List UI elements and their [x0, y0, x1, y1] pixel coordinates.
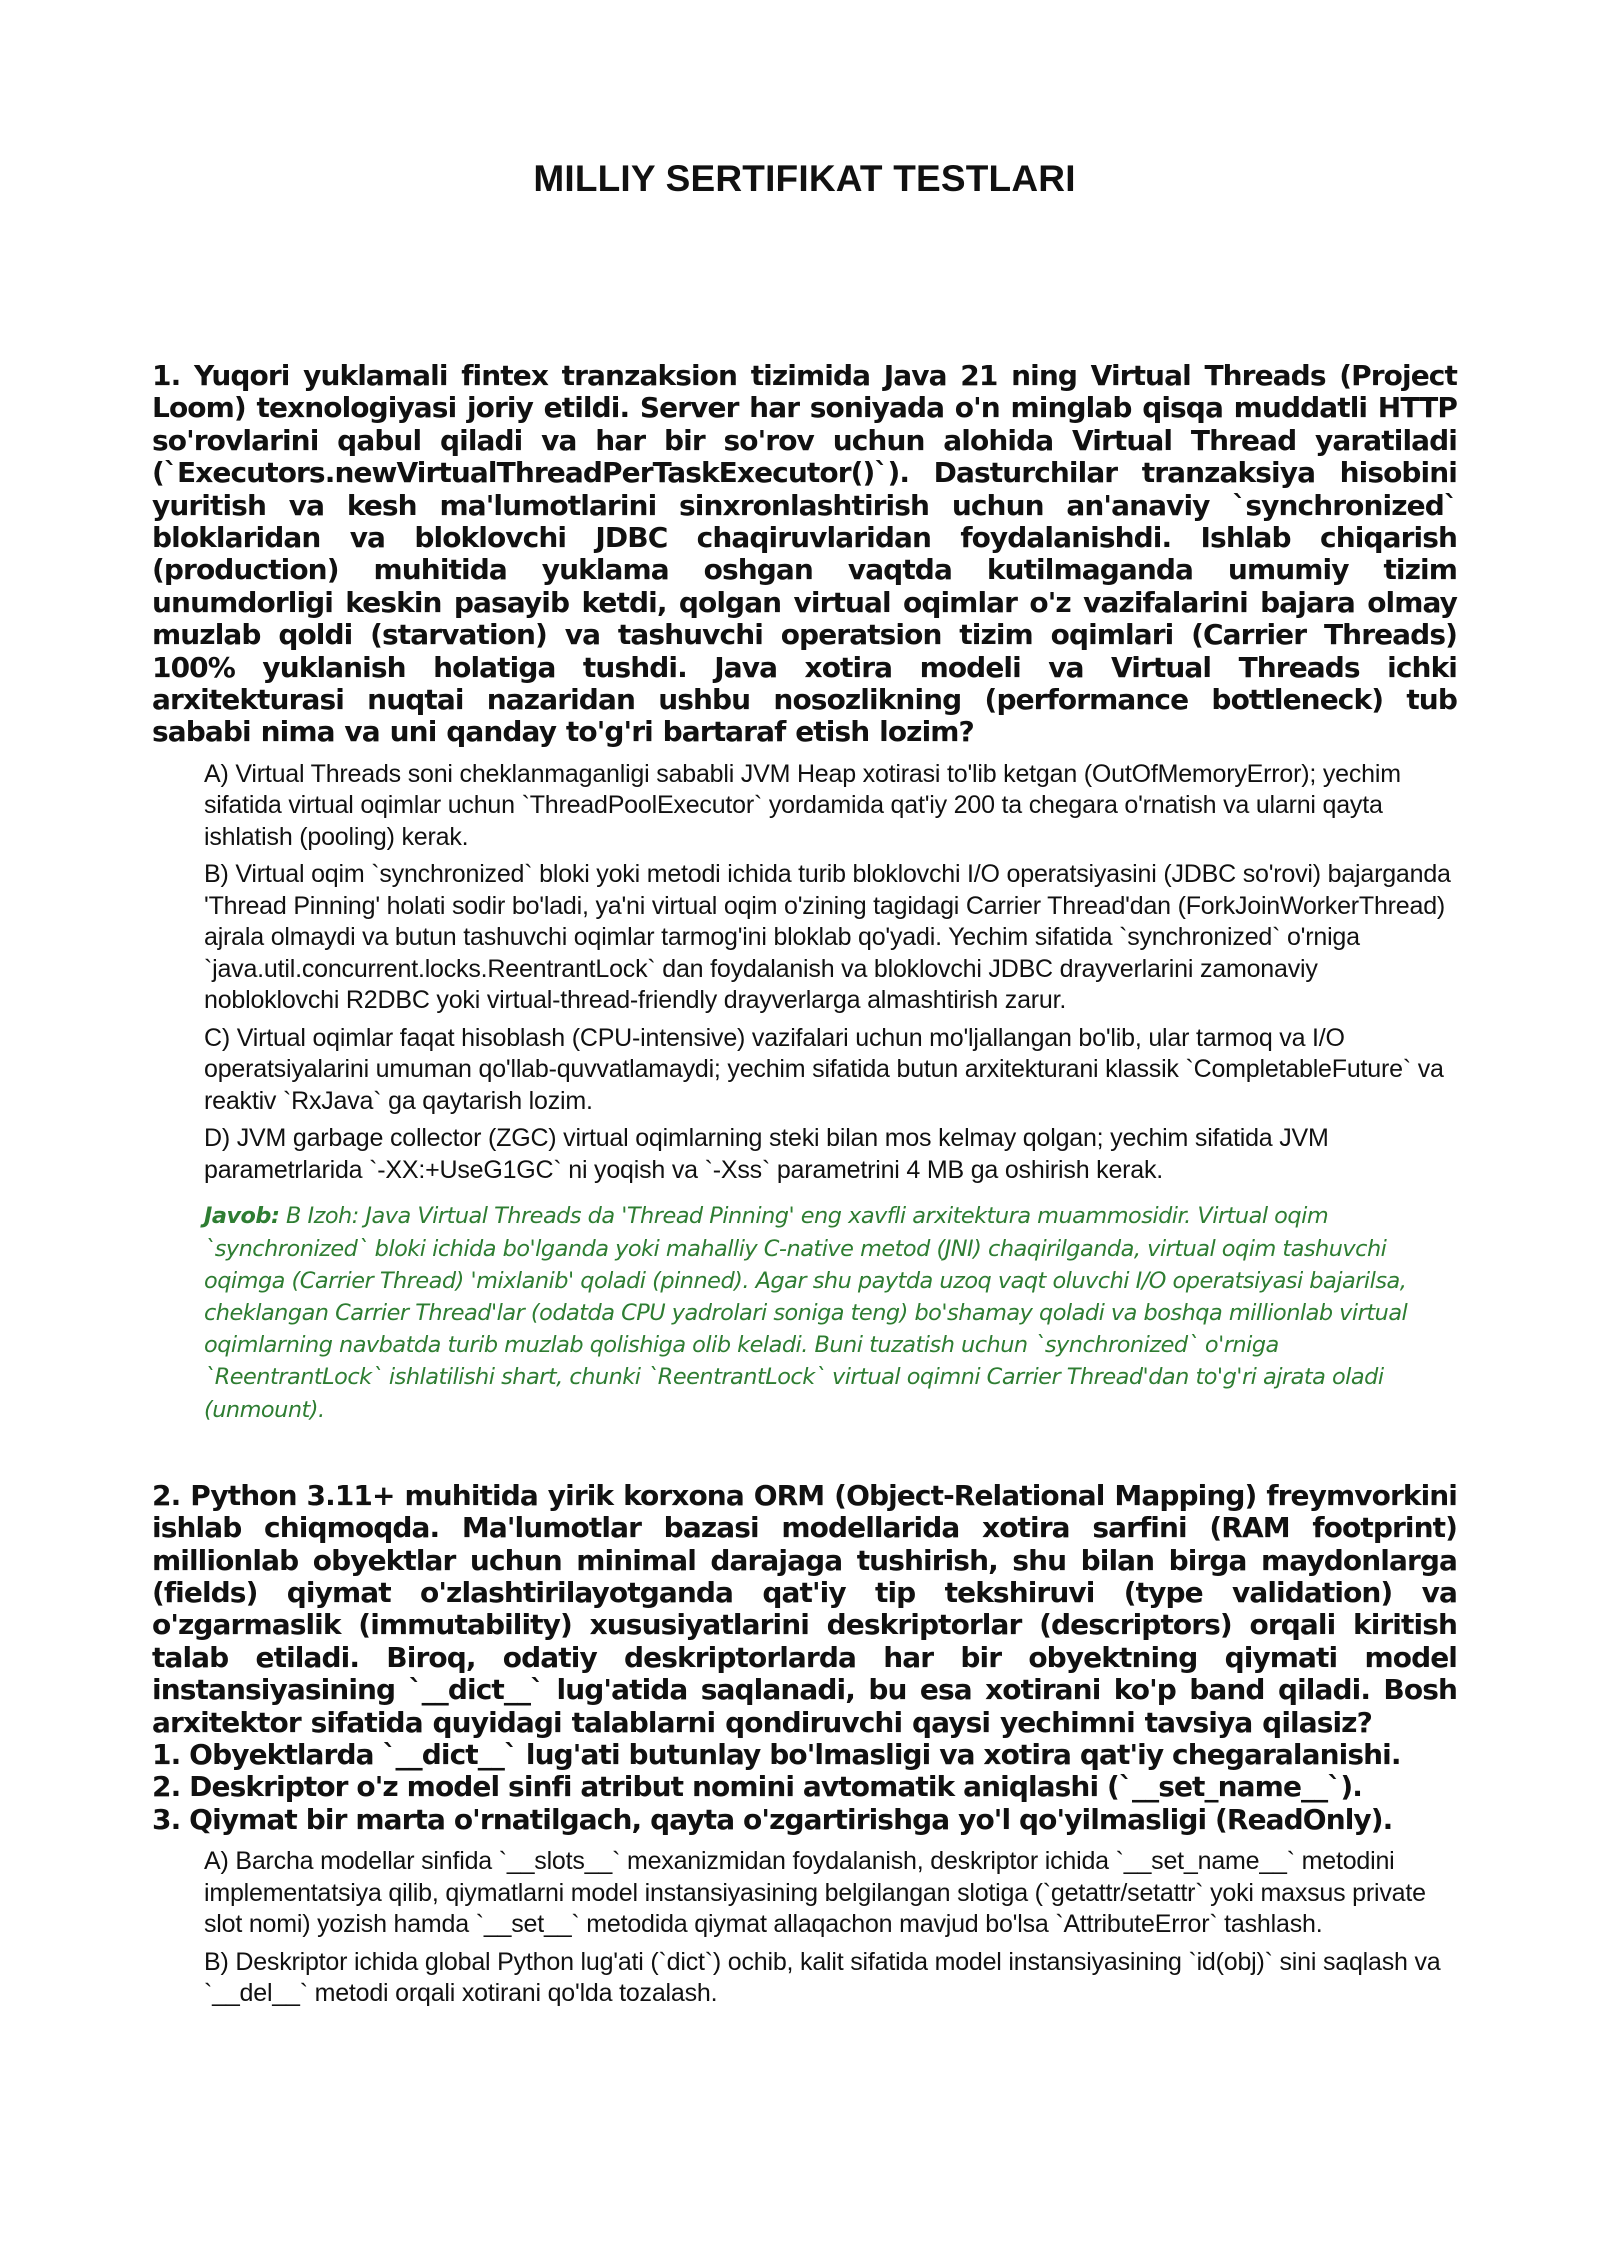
option-a: A) Barcha modellar sinfida `__slots__` mexanizmidan foydalanish, deskriptor ichida `__set_name__` metodini implementatsiya qilib, qiymatlarni model instansiyasining belgilangan slotiga (`getattr/setattr` yoki maxsus private slot nomi) yozish hamda `__set__` metodida qiymat allaqachon mavjud bo'lsa `AttributeError` tashlash. — [204, 1847, 1426, 1939]
option-c: C) Virtual oqimlar faqat hisoblash (CPU-intensive) vazifalari uchun mo'ljallangan bo'lib, ular tarmoq va I/O operatsiyalarini umuman qo'llab-quvvatlamaydi; yechim sifatida butun arxitekturani klassik `CompletableFuture` va reaktiv `RxJava` ga qaytarish lozim. — [204, 1023, 1444, 1115]
answer-explanation — [204, 1200, 1457, 1425]
requirement-item: 2. Deskriptor o'z model sinfi atribut nomini avtomatik aniqlashi (`__set_name__`). — [152, 1770, 1362, 1804]
requirements-list — [152, 1739, 1457, 1836]
question-text: 2. Python 3.11+ muhitida yirik korxona ORM (Object-Relational Mapping) freymvorkini ishlab chiqmoqda. Ma'lumotlar bazasi modellarida xotira sarfini (RAM footprint) millionlab obyektlar uchun minimal darajaga tushirish, shu bilan birga maydonlarga (fields) qiymat o'zlashtirilayotganda qat'iy tip tekshiruvi (type validation) va o'zgarmaslik (immutability) xususiyatlarini deskriptorlar (descriptors) orqali kiritish talab etiladi. Biroq, odatiy deskriptorlarda har bir obyektning qiymati model instansiyasining `__dict__` lug'atida saqlanadi, bu esa xotirani ko'p band qiladi. Bosh arxitektor sifatida quyidagi talablarni qondiruvchi qaysi yechimni tavsiya qilasiz? — [152, 1478, 1457, 1739]
answer-options — [204, 1846, 1457, 2010]
option-d: D) JVM garbage collector (ZGC) virtual oqimlarning steki bilan mos kelmay qolgan; yechim sifatida JVM parametrlarida `-XX:+UseG1GC` ni yoqish va `-Xss` parametrini 4 MB ga oshirish kerak. — [204, 1124, 1329, 1184]
option-a: A) Virtual Threads soni cheklanmaganligi sababli JVM Heap xotirasi to'lib ketgan (OutOfMemoryError); yechim sifatida virtual oqimlar uchun `ThreadPoolExecutor` yordamida qat'iy 200 ta chegara o'rnatish va ularni qayta ishlatish (pooling) kerak. — [204, 759, 1401, 851]
question-1 — [152, 360, 1457, 1426]
question-text: 1. Yuqori yuklamali fintex tranzaksion tizimida Java 21 ning Virtual Threads (Project Loom) texnologiyasi joriy etildi. Server har soniyada o'n minglab qisqa muddatli HTTP so'rovlarini qabul qiladi va har bir so'rov uchun alohida Virtual Thread yaratiladi (`Executors.newVirtualThreadPerTaskExecutor()`). Dasturchilar tranzaksiya hisobini yuritish va kesh ma'lumotlarini sinxronlashtirish uchun an'anaviy `synchronized` bloklaridan va bloklovchi JDBC chaqiruvlaridan foydalanishdi. Ishlab chiqarish (production) muhitida yuklama oshgan vaqtda kutilmaganda umumiy tizim unumdorligi keskin pasayib ketdi, qolgan virtual oqimlar o'z vazifalarini bajara olmay muzlab qoldi (starvation) va tashuvchi operatsion tizim oqimlari (Carrier Threads) 100% yuklanish holatiga tushdi. Java xotira modeli va Virtual Threads ichki arxitekturasi nuqtai nazaridan ushbu nosozlikning (performance bottleneck) tub sababi nima va uni qanday to'g'ri bartaraf etish lozim? — [152, 359, 1457, 749]
question-2 — [152, 1480, 1457, 2010]
answer-label: Javob: — [204, 1203, 280, 1230]
answer-text: B Izoh: Java Virtual Threads da 'Thread Pinning' eng xavfli arxitektura muammosidir. Virtual oqim `synchronized` bloki ichida bo'lganda yoki mahalliy C-native metod (JNI) chaqirilganda, virtual oqim tashuvchi oqimga (Carrier Thread) 'mixlanib' qoladi (pinned). Agar shu paytda uzoq vaqt oluvchi I/O operatsiyasi bajarilsa, cheklangan Carrier Thread'lar (odatda CPU yadrolari soniga teng) bo'shamay qoladi va boshqa millionlab virtual oqimlarning navbatda turib muzlab qolishiga olib keladi. Buni tuzatish uchun `synchronized` o'rniga `ReentrantLock` ishlatilishi shart, chunki `ReentrantLock` virtual oqimni Carrier Thread'dan to'g'ri ajrata oladi (unmount). — [204, 1203, 1408, 1423]
option-b: B) Virtual oqim `synchronized` bloki yoki metodi ichida turib bloklovchi I/O operatsiyasini (JDBC so'rovi) bajarganda 'Thread Pinning' holati sodir bo'ladi, ya'ni virtual oqim o'zining tagidagi Carrier Thread'dan (ForkJoinWorkerThread) ajrala olmaydi va butun tashuvchi oqimlar tarmog'ini bloklab qo'yadi. Yechim sifatida `synchronized` o'rniga `java.util.concurrent.locks.ReentrantLock` dan foydalanish va bloklovchi JDBC drayverlarini zamonaviy nobloklovchi R2DBC yoki virtual-thread-friendly drayverlarga almashtirish zarur. — [204, 860, 1451, 1015]
document-title: MILLIY SERTIFIKAT TESTLARI — [533, 158, 1076, 199]
option-b: B) Deskriptor ichida global Python lug'ati (`dict`) ochib, kalit sifatida model instansiyasining `id(obj)` sini saqlash va `__del__` metodi orqali xotirani qo'lda tozalash. — [204, 1947, 1441, 2008]
answer-options — [204, 759, 1457, 1187]
requirement-item: 3. Qiymat bir marta o'rnatilgach, qayta o'zgartirishga yo'l qo'yilmasligi (ReadOnly). — [152, 1802, 1393, 1836]
document-page — [152, 0, 1457, 2016]
requirement-item: 1. Obyektlarda `__dict__` lug'ati butunlay bo'lmasligi va xotira qat'iy chegaralanishi. — [152, 1738, 1401, 1772]
